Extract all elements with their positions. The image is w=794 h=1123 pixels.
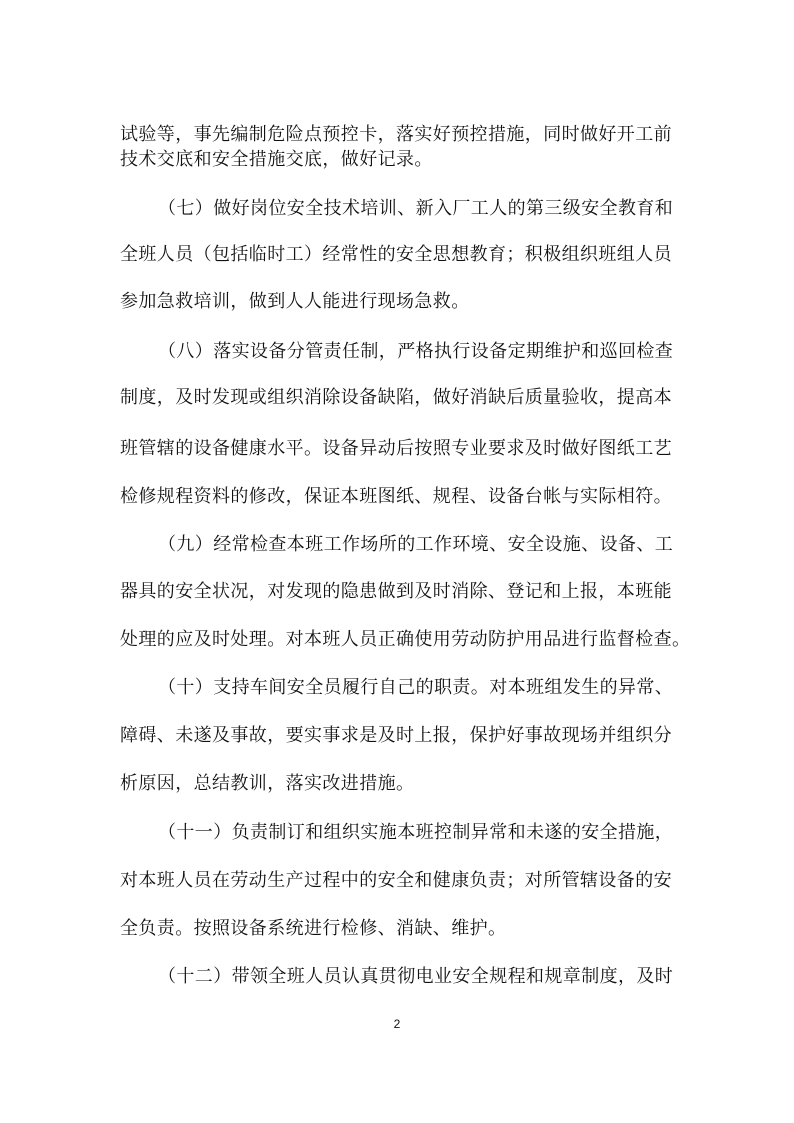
text-line: （九）经常检查本班工作场所的工作环境、安全设施、设备、工 (158, 534, 674, 555)
text-line: （十一）负责制订和组织实施本班控制异常和未遂的安全措施， (158, 822, 674, 843)
text-line: （七）做好岗位安全技术培训、新入厂工人的第三级安全教育和 (158, 198, 674, 219)
text-line: 器具的安全状况，对发现的隐患做到及时消除、登记和上报，本班能 (120, 581, 672, 602)
text-line: 班管辖的设备健康水平。设备异动后按照专业要求及时做好图纸工艺 (120, 438, 672, 459)
text-line: （八）落实设备分管责任制，严格执行设备定期维护和巡回检查 (158, 341, 674, 362)
text-line: 检修规程资料的修改，保证本班图纸、规程、设备台帐与实际相符。 (120, 486, 672, 507)
text-line: 处理的应及时处理。对本班人员正确使用劳动防护用品进行监督检查。 (120, 629, 691, 650)
page-number: 2 (393, 1017, 401, 1031)
text-line: 试验等，事先编制危险点预控卡，落实好预控措施，同时做好开工前 (120, 124, 672, 145)
text-line: 析原因，总结教训，落实改进措施。 (120, 773, 415, 794)
text-line: 全负责。按照设备系统进行检修、消缺、维护。 (120, 918, 507, 939)
text-line: 技术交底和安全措施交底，做好记录。 (120, 149, 433, 170)
text-line: 参加急救培训，做到人人能进行现场急救。 (120, 291, 470, 312)
text-line: （十）支持车间安全员履行自己的职责。对本班组发生的异常、 (158, 677, 674, 698)
text-line: （十二）带领全班人员认真贯彻电业安全规程和规章制度，及时 (158, 966, 674, 987)
text-line: 障碍、未遂及事故，要实事求是及时上报，保护好事故现场并组织分 (120, 725, 672, 746)
text-line: 全班人员（包括临时工）经常性的安全思想教育；积极组织班组人员 (120, 244, 672, 265)
text-line: 制度，及时发现或组织消除设备缺陷，做好消缺后质量验收，提高本 (120, 387, 672, 408)
text-line: 对本班人员在劳动生产过程中的安全和健康负责；对所管辖设备的安 (120, 870, 672, 891)
